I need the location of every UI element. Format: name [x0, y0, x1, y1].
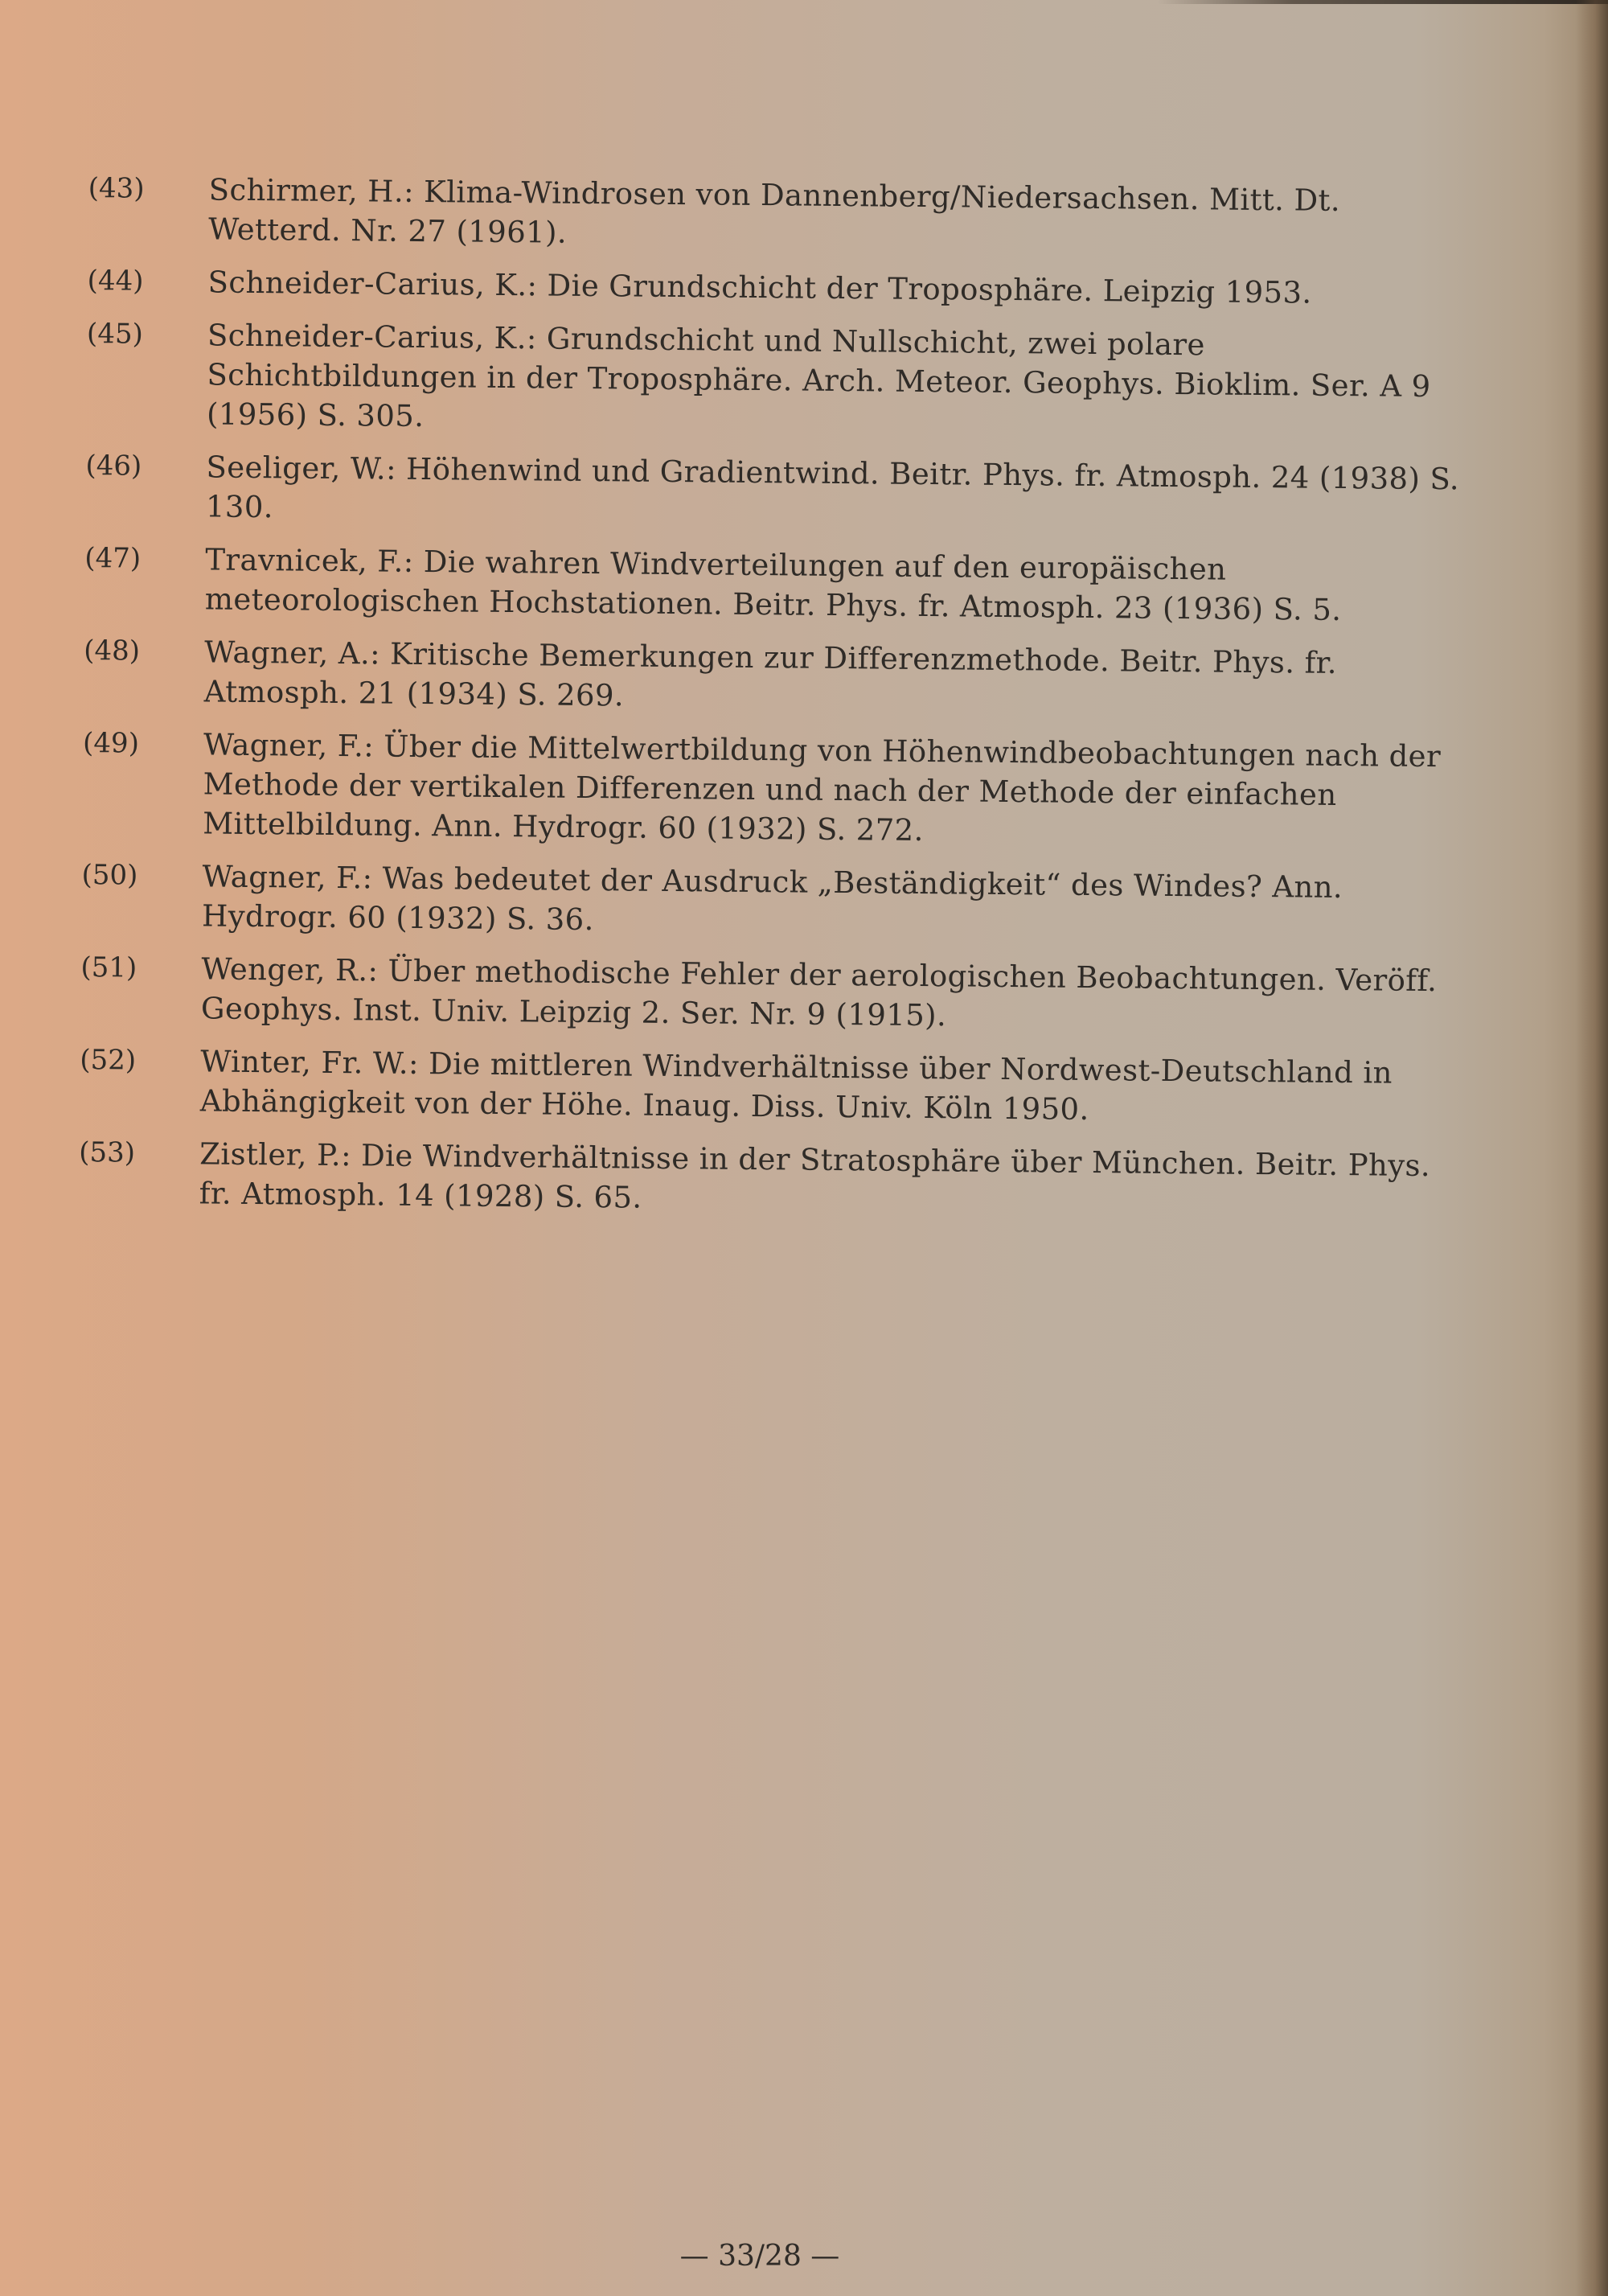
reference-text: Travnicek, F.: Die wahren Windverteilungen auf den europäischen meteorologischen Hochstationen. Beitr. Phys. fr. Atmosph. 23 (1936) S. 5. [204, 542, 1342, 627]
reference-item [88, 169, 1479, 261]
reference-text: Winter, Fr. W.: Die mittleren Windverhältnisse über Nordwest-Deutschland in Abhängigkeit von der Höhe. Inaug. Diss. Univ. Köln 1950. [199, 1044, 1393, 1127]
reference-number: (44) [87, 264, 144, 298]
reference-item [79, 1133, 1471, 1226]
reference-text: Zistler, P.: Die Windverhältnisse in der Stratosphäre über München. Beitr. Phys. fr. Atmosph. 14 (1928) S. 65. [199, 1136, 1431, 1215]
reference-text: Wagner, F.: Über die Mittelwertbildung von Höhenwindbeobachtungen nach der Methode der vertikalen Differenzen und nach der Methode der einfachen Mittelbildung. Ann. Hydrogr. 60 (1932) S. 272. [202, 727, 1442, 848]
reference-item [84, 539, 1476, 631]
reference-item [80, 948, 1472, 1041]
reference-number: (47) [84, 541, 142, 575]
reference-text: Wagner, F.: Was bedeutet der Ausdruck „Beständigkeit“ des Windes? Ann. Hydrogr. 60 (1932) S. 36. [201, 859, 1343, 938]
reference-text: Wenger, R.: Über methodische Fehler der aerologischen Beobachtungen. Veröff. Geophys. Inst. Univ. Leipzig 2. Ser. Nr. 9 (1915). [200, 951, 1438, 1033]
reference-item [84, 631, 1475, 724]
reference-number: (53) [79, 1136, 136, 1169]
reference-number: (51) [80, 951, 137, 984]
reference-list [78, 169, 1479, 1239]
reference-number: (49) [82, 726, 140, 760]
page-number: — 33/28 — [679, 2240, 840, 2273]
reference-number: (45) [86, 317, 144, 351]
reference-item [81, 856, 1473, 948]
reference-item [82, 724, 1474, 856]
reference-number: (52) [80, 1043, 137, 1077]
reference-number: (48) [84, 634, 141, 667]
reference-item [80, 1041, 1471, 1133]
reference-text: Seeliger, W.: Höhenwind und Gradientwind. Beitr. Phys. fr. Atmosph. 24 (1938) S. 130. [205, 450, 1460, 525]
reference-text: Wagner, A.: Kritische Bemerkungen zur Differenzmethode. Beitr. Phys. fr. Atmosph. 21 (1934) S. 269. [203, 635, 1338, 713]
reference-text: Schneider-Carius, K.: Grundschicht und Nullschicht, zwei polare Schichtbildungen in der Troposphäre. Arch. Meteor. Geophys. Bioklim. Ser. A 9 (1956) S. 305. [206, 318, 1431, 434]
reference-number: (50) [81, 858, 138, 892]
reference-text: Schneider-Carius, K.: Die Grundschicht der Troposphäre. Leipzig 1953. [207, 265, 1312, 310]
reference-item [86, 314, 1478, 446]
page-edge-shadow [1158, 0, 1608, 4]
reference-item [85, 446, 1477, 539]
reference-text: Schirmer, H.: Klima-Windrosen von Dannenberg/Niedersachsen. Mitt. Dt. Wetterd. Nr. 27 (1961). [208, 172, 1341, 250]
reference-item [87, 261, 1478, 314]
reference-number: (46) [85, 449, 142, 483]
reference-number: (43) [88, 171, 145, 205]
